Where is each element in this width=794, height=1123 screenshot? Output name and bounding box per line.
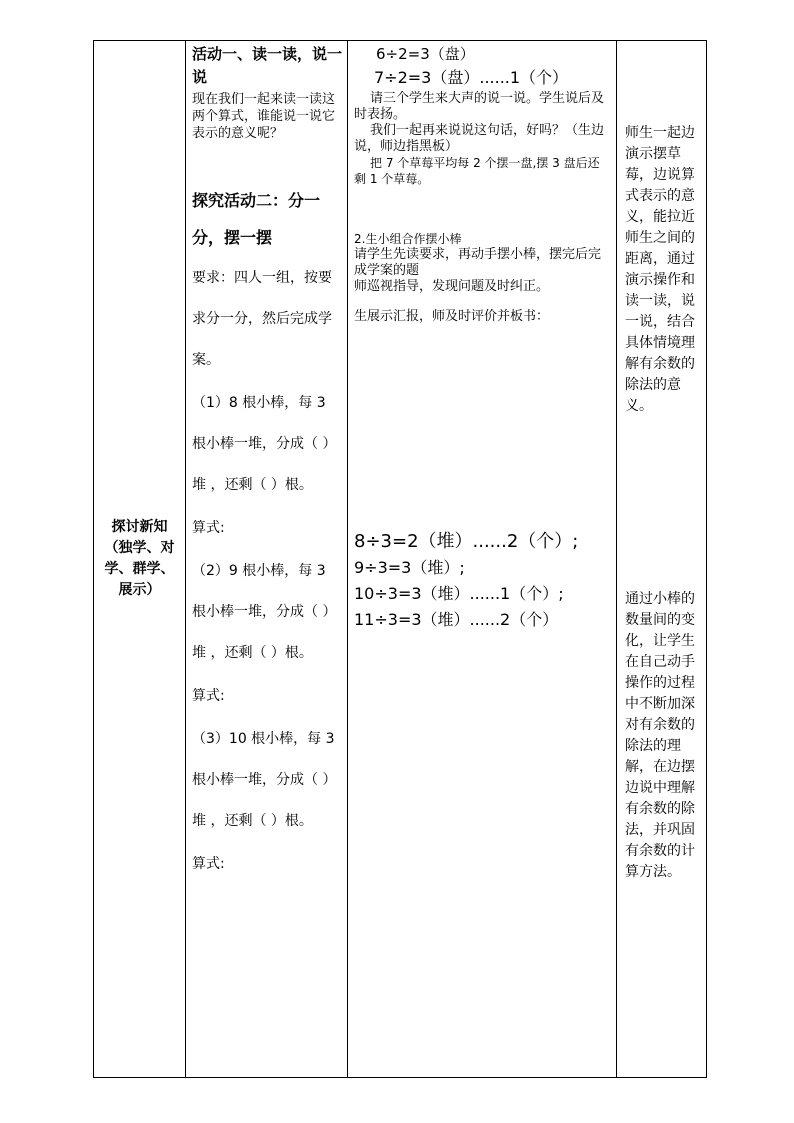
- teacher-paragraph-6: 生展示汇报，师及时评价并板书：: [354, 309, 550, 324]
- teacher-paragraph-2: 我们一起再来说说这句话，好吗？（生边说，师边指黑板）: [354, 123, 605, 154]
- formula-7-div-2: 7÷2=3（盘）......1（个）: [374, 68, 569, 87]
- design-note-1: 师生一起边演示摆草莓，边说算式表示的意义，能拉近师生之间的距离，通过演示操作和读一读，说一说，结合具体情境理解有余数的除法的意义。: [625, 125, 695, 414]
- activity1-description: 现在我们一起来读一读这两个算式，谁能说一说它表示的意义呢？: [192, 92, 336, 141]
- activity2-title: 探究活动二：分一分，摆一摆: [192, 191, 321, 247]
- teacher-paragraph-3: 把 7 个草莓平均每 2 个摆一盘,摆 3 盘后还剩 1 个草莓。: [354, 156, 600, 186]
- design-note-2: 通过小棒的数量间的变化，让学生在自己动手操作的过程中不断加深对有余数的除法的理解，在边摆边说中理解有余数的除法，并巩固有余数的计算方法。: [625, 591, 695, 880]
- activity2-requirement: 要求：四人一组，按要求分一分，然后完成学案。: [192, 270, 332, 368]
- teacher-paragraph-5: 师巡视指导，发现问题及时纠正。: [354, 279, 550, 294]
- result-11-div-3: 11÷3=3（堆）......2（个）: [354, 610, 559, 629]
- task3-formula-label: 算式:: [192, 856, 225, 872]
- teacher-step2-title: 2.生小组合作摆小棒: [354, 232, 462, 246]
- task2-formula-label: 算式:: [192, 688, 225, 704]
- results-block: [354, 529, 610, 633]
- stage-label: 探讨新知（独学、对学、群学、展示）: [104, 519, 175, 598]
- teacher-paragraph-1: 请三个学生来大声的说一说。学生说后及时表扬。: [354, 91, 605, 122]
- design-intent-cell: [617, 41, 707, 1078]
- teacher-activity-cell: [348, 41, 617, 1078]
- table-row: [94, 41, 707, 1078]
- task1: （1）8 根小棒，每 3 根小棒一堆，分成（ ）堆 ，还剩（ ）根。: [192, 395, 337, 493]
- result-10-div-3: 10÷3=3（堆）......1（个）;: [354, 584, 564, 603]
- student-activity-cell: [186, 41, 348, 1078]
- activity1-title: 活动一、读一读，说一说: [192, 45, 343, 86]
- lesson-plan-table: [93, 40, 707, 1078]
- result-9-div-3: 9÷3=3（堆）;: [354, 558, 465, 577]
- task2: （2）9 根小棒，每 3 根小棒一堆，分成（ ）堆 ，还剩（ ）根。: [192, 563, 337, 661]
- teacher-paragraph-4: 请学生先读要求，再动手摆小棒，摆完后完成学案的题: [354, 247, 602, 278]
- task1-formula-label: 算式:: [192, 520, 225, 536]
- formula-6-div-2: 6÷2=3（盘）: [376, 45, 475, 63]
- task3: （3）10 根小棒，每 3 根小棒一堆，分成（ ）堆 ，还剩（ ）根。: [192, 731, 337, 829]
- result-8-div-3: 8÷3=2（堆）......2（个）;: [354, 531, 579, 552]
- stage-cell: [94, 41, 186, 1078]
